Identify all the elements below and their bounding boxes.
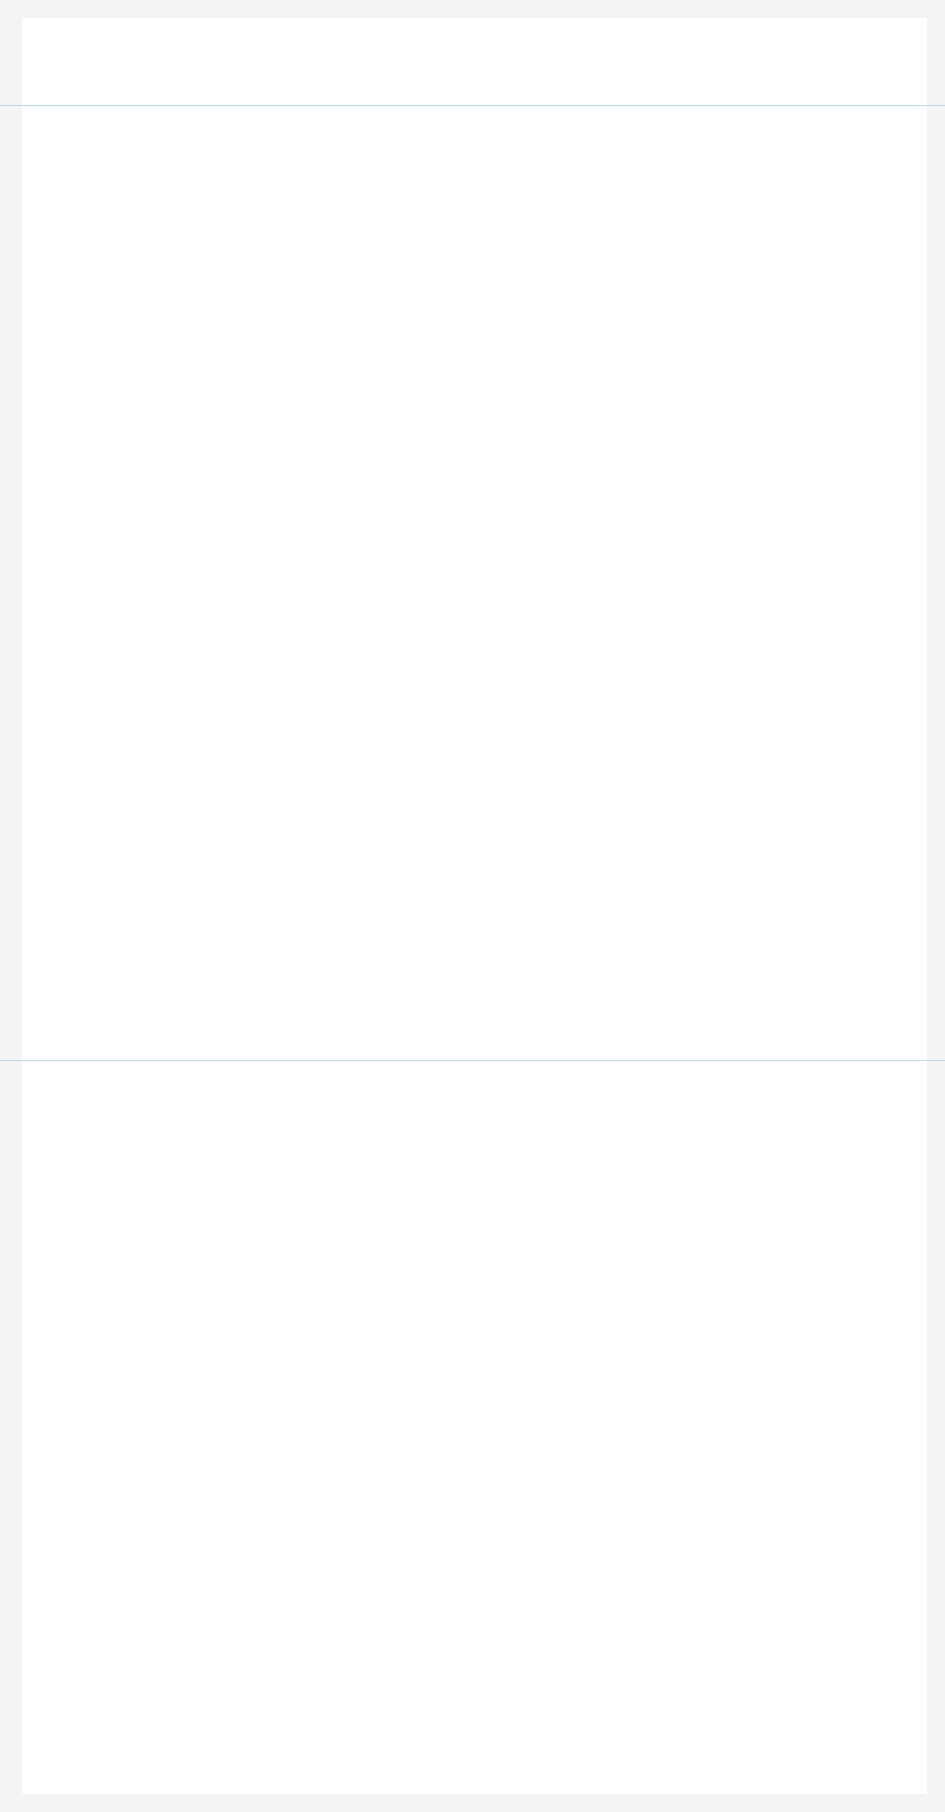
paper-sheet [22,18,927,1794]
fold-line [0,1060,945,1061]
fold-line [0,105,945,106]
